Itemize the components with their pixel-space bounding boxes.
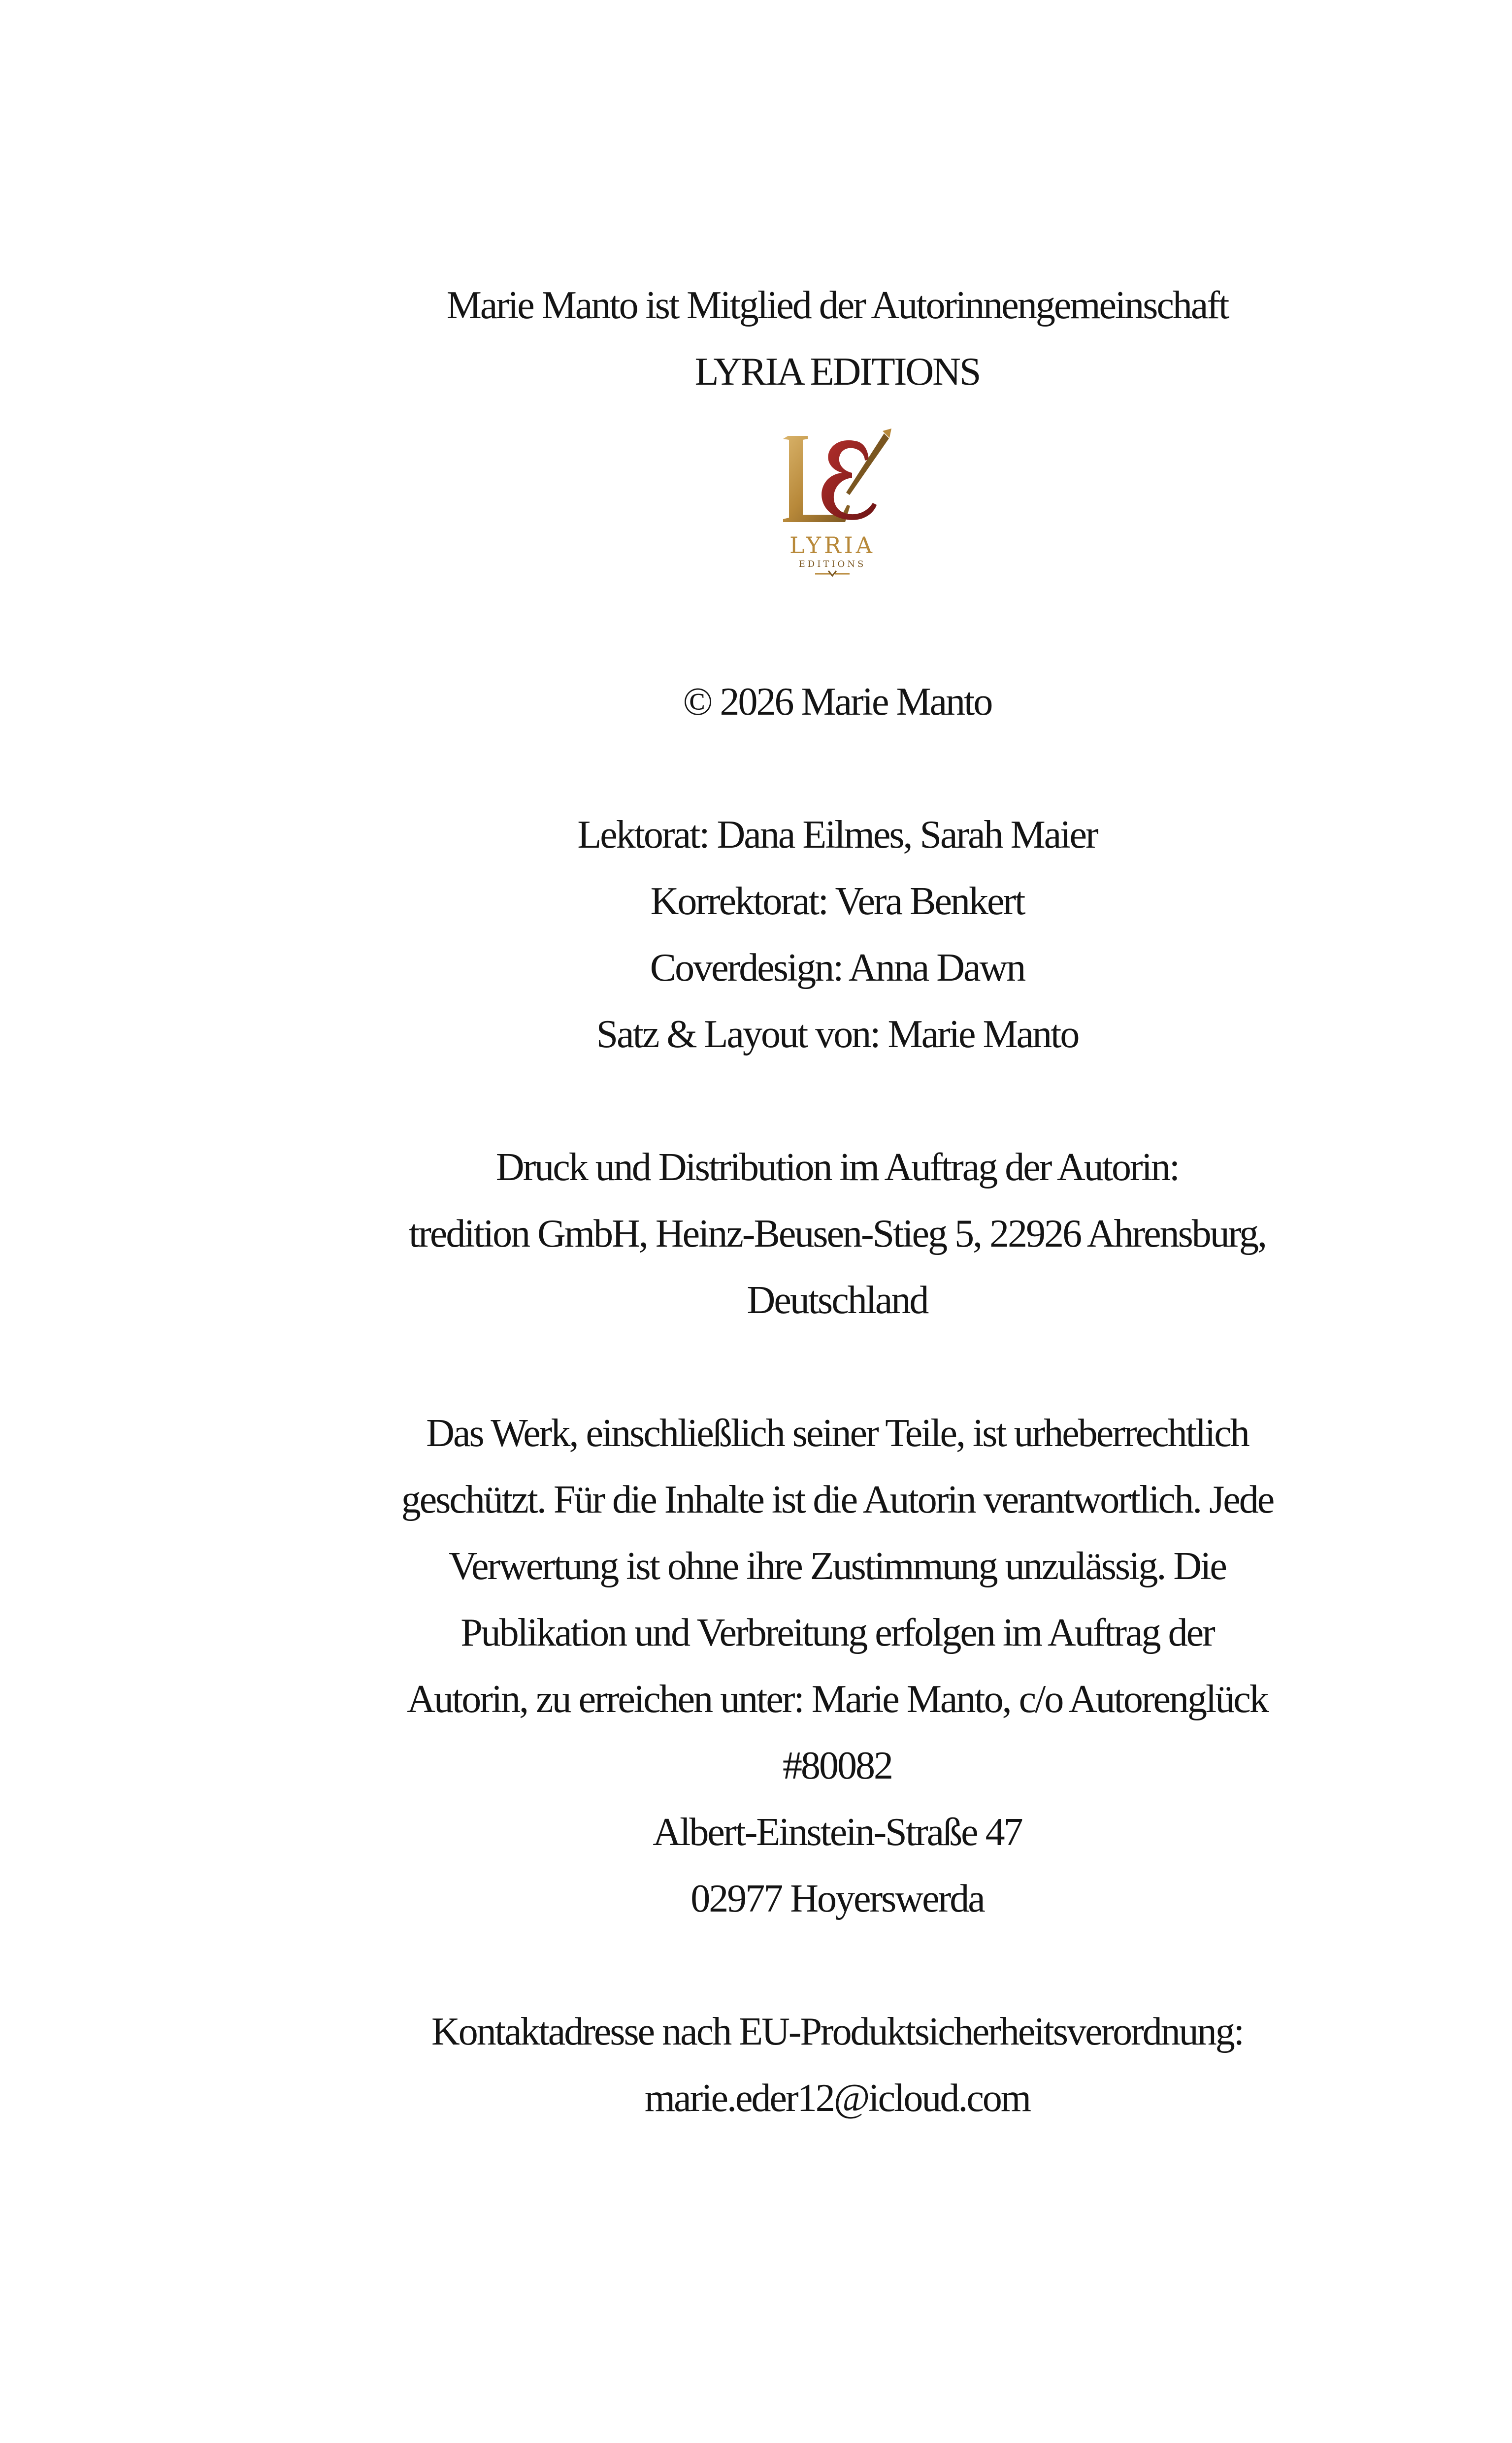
legal-line-4: Publikation und Verbreitung erfolgen im Auftrag der: [460, 1611, 1214, 1654]
copyright-line: © 2026 Marie Manto: [683, 680, 992, 724]
lyria-editions-logo: [768, 421, 896, 584]
credit-typesetting: Satz & Layout von: Marie Manto: [596, 1013, 1079, 1056]
legal-line-8: 02977 Hoyerswerda: [690, 1877, 984, 1920]
logo-subtitle: EDITIONS: [798, 559, 866, 569]
collective-name: LYRIA EDITIONS: [694, 350, 980, 394]
printing-line-1: Druck und Distribution im Auftrag der Autorin:: [495, 1146, 1179, 1189]
legal-line-5: Autorin, zu erreichen unter: Marie Manto, c/o Autorenglück: [407, 1678, 1268, 1721]
monogram-icon: [783, 429, 891, 522]
credit-cover-design: Coverdesign: Anna Dawn: [650, 946, 1025, 990]
legal-line-1: Das Werk, einschließlich seiner Teile, ist urheberrechtlich: [426, 1412, 1249, 1455]
contact-email[interactable]: marie.eder12@icloud.com: [644, 2077, 1030, 2120]
credit-editing: Lektorat: Dana Eilmes, Sarah Maier: [577, 813, 1097, 857]
credit-proofreading: Korrektorat: Vera Benkert: [650, 880, 1024, 923]
contact-label: Kontaktadresse nach EU-Produktsicherheitsverordnung:: [431, 2010, 1243, 2053]
legal-line-6: #80082: [783, 1744, 892, 1787]
logo-wordmark: LYRIA: [789, 532, 875, 559]
legal-line-3: Verwertung ist ohne ihre Zustimmung unzulässig. Die: [449, 1545, 1226, 1588]
printing-line-2: tredition GmbH, Heinz-Beusen-Stieg 5, 22926 Ahrensburg,: [409, 1212, 1266, 1255]
legal-line-7: Albert-Einstein-Straße 47: [653, 1811, 1022, 1854]
membership-line: Marie Manto ist Mitglied der Autorinnengemeinschaft: [446, 284, 1228, 327]
legal-line-2: geschützt. Für die Inhalte ist die Autorin verantwortlich. Jede: [401, 1478, 1274, 1521]
printing-line-3: Deutschland: [747, 1279, 928, 1322]
